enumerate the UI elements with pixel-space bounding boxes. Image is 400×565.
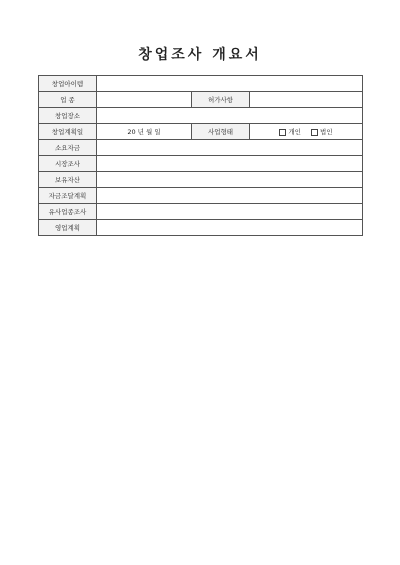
location-label: 창업장소 bbox=[39, 108, 97, 124]
required-funds-field[interactable] bbox=[97, 140, 363, 156]
sales-plan-field[interactable] bbox=[97, 220, 363, 236]
overview-form bbox=[38, 75, 363, 236]
industry-field[interactable] bbox=[97, 92, 192, 108]
corporation-checkbox[interactable] bbox=[311, 129, 318, 136]
market-research-label: 시장조사 bbox=[39, 156, 97, 172]
business-type-options bbox=[250, 124, 363, 140]
option-individual[interactable] bbox=[279, 128, 303, 136]
location-field[interactable] bbox=[97, 108, 363, 124]
industry-label: 업 종 bbox=[39, 92, 97, 108]
similar-business-field[interactable] bbox=[97, 204, 363, 220]
planned-date-label: 창업계획일 bbox=[39, 124, 97, 140]
sales-plan-label: 영업계획 bbox=[39, 220, 97, 236]
corporation-label: 법인 bbox=[320, 128, 333, 136]
item-name-label: 창업아이템 bbox=[39, 76, 97, 92]
similar-business-label: 유사업종조사 bbox=[39, 204, 97, 220]
item-name-field[interactable] bbox=[97, 76, 363, 92]
individual-label: 개인 bbox=[288, 128, 301, 136]
owned-assets-label: 보유자산 bbox=[39, 172, 97, 188]
permit-field[interactable] bbox=[250, 92, 363, 108]
funding-plan-label: 자금조달계획 bbox=[39, 188, 97, 204]
individual-checkbox[interactable] bbox=[279, 129, 286, 136]
market-research-field[interactable] bbox=[97, 156, 363, 172]
owned-assets-field[interactable] bbox=[97, 172, 363, 188]
permit-label: 허가사항 bbox=[192, 92, 250, 108]
business-type-label: 사업형태 bbox=[192, 124, 250, 140]
document-title: 창업조사 개요서 bbox=[138, 47, 262, 63]
required-funds-label: 소요자금 bbox=[39, 140, 97, 156]
planned-date-field[interactable]: 20 년 월 일 bbox=[97, 124, 192, 140]
funding-plan-field[interactable] bbox=[97, 188, 363, 204]
option-corporation[interactable] bbox=[311, 128, 333, 136]
